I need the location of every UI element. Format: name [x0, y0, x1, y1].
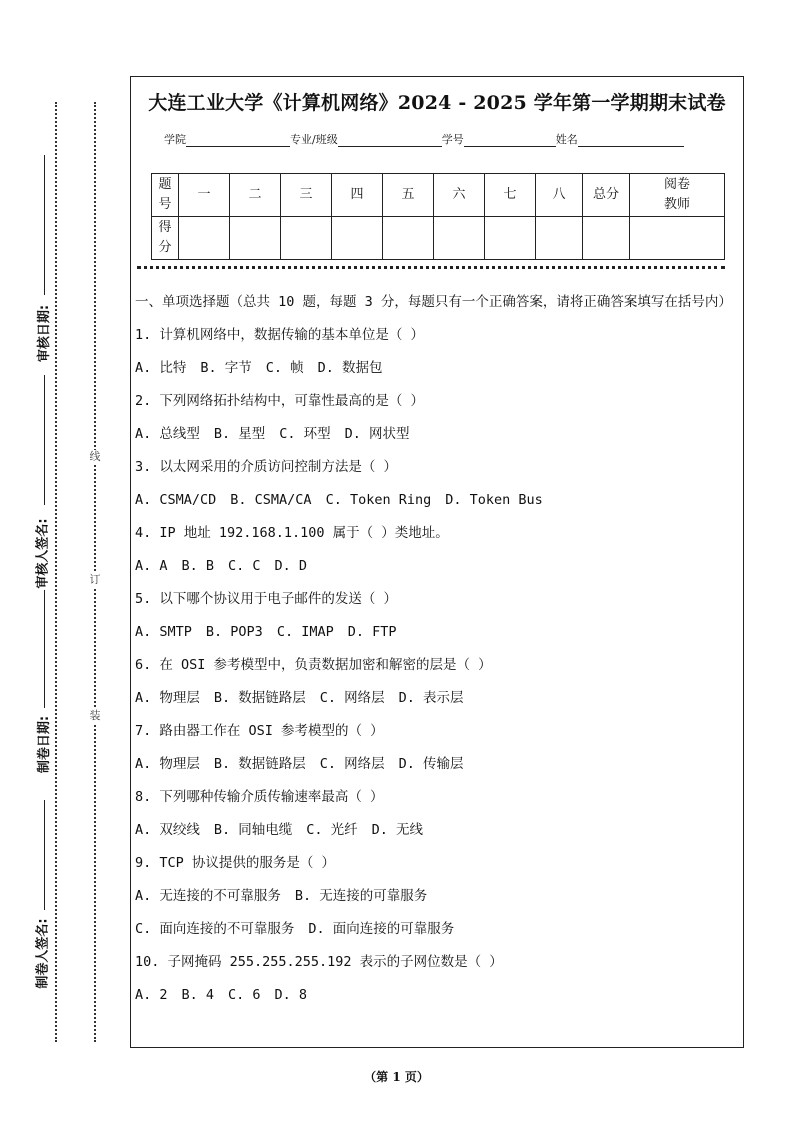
binding-char-zhuang: 装	[87, 709, 103, 723]
option-choice[interactable]: D. 数据包	[317, 360, 383, 376]
score-table-score-row	[152, 217, 725, 260]
option-choice[interactable]: B. B	[181, 558, 215, 574]
option-choice[interactable]: A. 物理层	[135, 756, 200, 772]
major-class-label: 专业/班级	[290, 133, 338, 146]
signature-blank-line	[44, 155, 45, 295]
option-choice[interactable]: C. 面向连接的不可靠服务	[135, 921, 295, 937]
option-choice[interactable]: D. 传输层	[398, 756, 464, 772]
col-8: 八	[536, 174, 583, 217]
signature-blank-line	[44, 590, 45, 708]
question-stem: 10. 子网掩码 255.255.255.192 表示的子网位数是（ ）	[135, 954, 503, 970]
option-choice[interactable]: B. POP3	[205, 624, 263, 640]
question-stem: 3. 以太网采用的介质访问控制方法是（ ）	[135, 459, 398, 475]
option-choice[interactable]: B. 同轴电缆	[213, 822, 293, 838]
col-1: 一	[179, 174, 230, 217]
question-options	[135, 550, 735, 583]
score-label: 得 分	[152, 217, 179, 260]
option-choice[interactable]: D. FTP	[347, 624, 397, 640]
question-stem: 4. IP 地址 192.168.1.100 属于（ ）类地址。	[135, 525, 449, 541]
question-number-label: 题 号	[152, 174, 179, 217]
reviewer-label: 阅卷 教师	[630, 174, 725, 217]
name-label: 姓名	[555, 133, 578, 146]
option-choice[interactable]: B. 字节	[200, 360, 252, 376]
col-4: 四	[332, 174, 383, 217]
option-choice[interactable]: B. 数据链路层	[213, 690, 306, 706]
option-choice[interactable]: B. 4	[181, 987, 215, 1003]
compile-date-label: 制卷日期:	[31, 716, 54, 773]
option-choice[interactable]: C. 网络层	[319, 690, 385, 706]
option-choice[interactable]: B. 数据链路层	[213, 756, 306, 772]
signature-blank-line	[44, 375, 45, 505]
question-stem: 7. 路由器工作在 OSI 参考模型的（ ）	[135, 723, 384, 739]
question-list	[135, 319, 735, 1012]
question-options	[135, 913, 735, 946]
question-stem: 8. 下列哪种传输介质传输速率最高（ ）	[135, 789, 384, 805]
score-cell-total[interactable]	[583, 217, 630, 260]
option-choice[interactable]: D. 网状型	[344, 426, 410, 442]
question-options	[135, 748, 735, 781]
question-options	[135, 814, 735, 847]
option-choice[interactable]: C. C	[228, 558, 261, 574]
question-stem: 5. 以下哪个协议用于电子邮件的发送（ ）	[135, 591, 398, 607]
binding-char-ding: 订	[87, 573, 103, 587]
option-choice[interactable]: A. 2	[135, 987, 168, 1003]
option-choice[interactable]: C. IMAP	[276, 624, 334, 640]
option-choice[interactable]: A. 比特	[135, 360, 187, 376]
option-choice[interactable]: B. CSMA/CA	[230, 492, 312, 508]
signature-blank-line	[44, 800, 45, 910]
question-stem: 1. 计算机网络中，数据传输的基本单位是（ ）	[135, 327, 425, 343]
score-cell[interactable]	[434, 217, 485, 260]
college-blank[interactable]	[186, 132, 290, 147]
binding-char-xian: 线	[87, 450, 103, 464]
review-date-label: 审核日期:	[31, 305, 54, 362]
option-choice[interactable]: A. A	[135, 558, 168, 574]
dotted-separator	[137, 266, 725, 269]
reviewer-signature-label: 审核人签名:	[30, 518, 53, 588]
option-choice[interactable]: D. 无线	[371, 822, 424, 838]
student-info-row	[164, 131, 684, 147]
option-choice[interactable]: C. 6	[228, 987, 261, 1003]
score-cell[interactable]	[179, 217, 230, 260]
score-table-header-row	[152, 174, 725, 217]
question-options	[135, 979, 735, 1012]
question-options	[135, 352, 735, 385]
question-options	[135, 616, 735, 649]
option-choice[interactable]: D. 面向连接的可靠服务	[308, 921, 455, 937]
option-choice[interactable]: C. Token Ring	[325, 492, 432, 508]
option-choice[interactable]: C. 帧	[265, 360, 304, 376]
binding-dotted-line-inner	[94, 102, 96, 1042]
option-choice[interactable]: A. 总线型	[135, 426, 200, 442]
question-options	[135, 484, 735, 517]
reviewer-cell[interactable]	[630, 217, 725, 260]
col-2: 二	[230, 174, 281, 217]
option-choice[interactable]: D. 8	[274, 987, 308, 1003]
question-stem: 9. TCP 协议提供的服务是（ ）	[135, 855, 336, 871]
exam-title: 大连工业大学《计算机网络》2024 - 2025 学年第一学期期末试卷	[148, 92, 726, 114]
option-choice[interactable]: C. 光纤	[306, 822, 358, 838]
questions-section	[135, 291, 735, 1012]
section-heading: 一、单项选择题（总共 10 题，每题 3 分，每题只有一个正确答案，请将正确答案填写在括号内）	[135, 294, 732, 310]
option-choice[interactable]: D. 表示层	[398, 690, 464, 706]
score-cell[interactable]	[230, 217, 281, 260]
question-stem: 6. 在 OSI 参考模型中，负责数据加密和解密的层是（ ）	[135, 657, 492, 673]
question-stem: 2. 下列网络拓扑结构中，可靠性最高的是（ ）	[135, 393, 425, 409]
option-choice[interactable]: D. D	[274, 558, 308, 574]
score-cell[interactable]	[383, 217, 434, 260]
option-choice[interactable]: C. 网络层	[319, 756, 385, 772]
option-choice[interactable]: A. 物理层	[135, 690, 200, 706]
option-choice[interactable]: B. 无连接的可靠服务	[294, 888, 428, 904]
student-id-blank[interactable]	[464, 132, 556, 147]
score-cell[interactable]	[281, 217, 332, 260]
option-choice[interactable]: A. 无连接的不可靠服务	[135, 888, 281, 904]
name-blank[interactable]	[578, 132, 684, 147]
score-table	[151, 173, 725, 260]
college-label: 学院	[164, 133, 186, 146]
option-choice[interactable]: A. 双绞线	[135, 822, 200, 838]
student-id-label: 学号	[441, 133, 464, 146]
col-total: 总分	[583, 174, 630, 217]
question-options	[135, 880, 735, 913]
col-6: 六	[434, 174, 485, 217]
page-number: （第 1 页）	[364, 1070, 429, 1084]
option-choice[interactable]: A. CSMA/CD	[135, 492, 217, 508]
score-cell[interactable]	[485, 217, 536, 260]
option-choice[interactable]: C. 环型	[279, 426, 331, 442]
option-choice[interactable]: A. SMTP	[135, 624, 192, 640]
col-7: 七	[485, 174, 536, 217]
option-choice[interactable]: B. 星型	[213, 426, 266, 442]
col-5: 五	[383, 174, 434, 217]
score-cell[interactable]	[332, 217, 383, 260]
binding-dotted-line-outer	[55, 102, 57, 1042]
major-class-blank[interactable]	[338, 132, 442, 147]
compiler-signature-label: 制卷人签名:	[30, 918, 53, 988]
question-options	[135, 418, 735, 451]
col-3: 三	[281, 174, 332, 217]
option-choice[interactable]: D. Token Bus	[445, 492, 543, 508]
score-cell[interactable]	[536, 217, 583, 260]
question-options	[135, 682, 735, 715]
